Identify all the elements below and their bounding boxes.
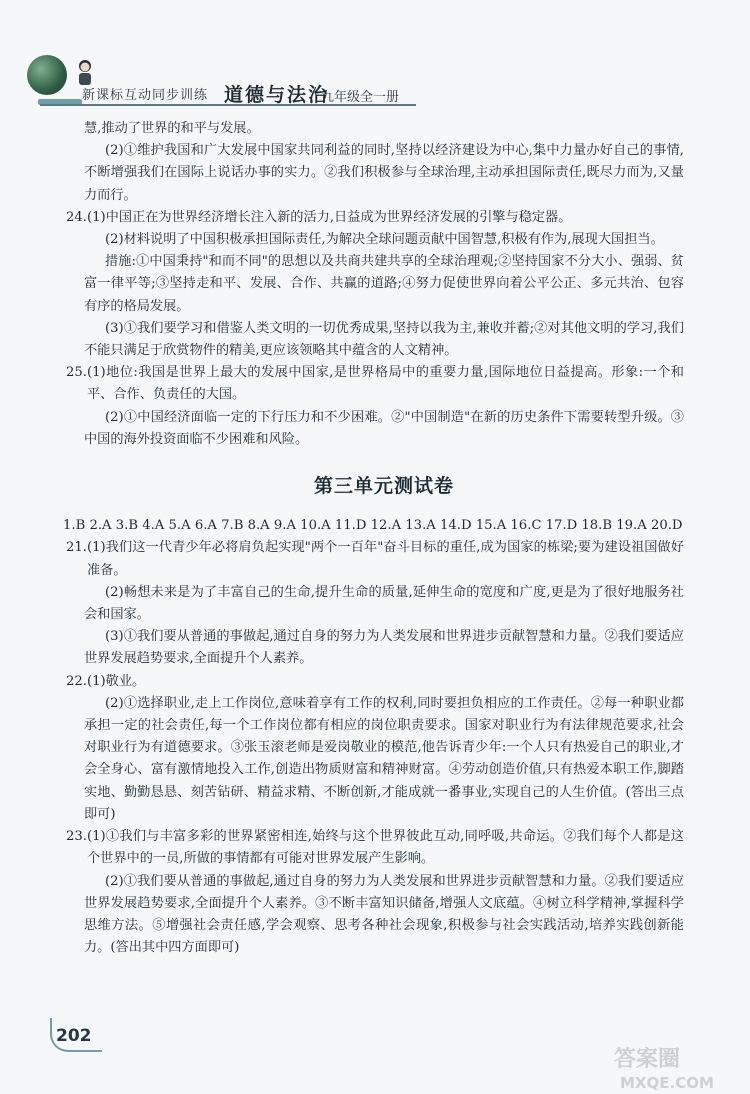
question-paragraph: 22.(1)敬业。: [66, 673, 146, 689]
paragraph: (2)①中国经济面临一定的下行压力和不少困难。②"中国制造"在新的历史条件下需要转型升级。③中国的海外投资面临不少困难和风险。: [84, 409, 684, 447]
paragraph: (2)①选择职业,走上工作岗位,意味着享有工作的权利,同时要担负相应的工作责任。②每一种职业都承担一定的社会责任,每一个工作岗位都有相应的岗位职责要求。国家对职业行为有法律规范要求,社会对职业行为有道德要求。③张玉滚老师是爱岗敬业的模范,他告诉青少年:一个人只有热爱自己的职业,才会全身心、富有激情地投入工作,创造出物质财富和精神财富。④劳动创造价值,只有热爱本职工作,脚踏实地、勤勤恳恳、刻苦钻研、精益求精、不断创新,才能成就一番事业,实现自己的人生价值。(答出三点即可): [84, 695, 684, 822]
choice-answers: 1.B 2.A 3.B 4.A 5.A 6.A 7.B 8.A 9.A 10.A 11.D 12.A 13.A 14.D 15.A 16.C 17.D 18.B 19.A 20.D: [63, 518, 683, 534]
question-paragraph: 24.(1)中国正在为世界经济增长注入新的活力,日益成为世界经济发展的引擎与稳定器。: [66, 209, 572, 225]
paragraph: (3)①我们要学习和借鉴人类文明的一切优秀成果,坚持以我为主,兼收并蓄;②对其他文明的学习,我们不能只满足于欣赏物件的精美,更应该领略其中蕴含的人文精神。: [84, 320, 684, 359]
svg-text:答案圈: 答案圈: [614, 1047, 681, 1072]
question-paragraph: 21.(1)我们这一代青少年必将肩负起实现"两个一百年"奋斗目标的重任,成为国家的栋梁;要为建设祖国做好准备。: [66, 540, 684, 578]
paragraph: (3)①我们要从普通的事做起,通过自身的努力为人类发展和世界进步贡献智慧和力量。②我们要适应世界发展趋势要求,全面提升个人素养。: [84, 629, 684, 667]
grade-label: 九年级全一册: [321, 90, 400, 105]
globe-logo-icon: [27, 55, 67, 95]
svg-text:MXQE.COM: MXQE.COM: [620, 1074, 714, 1092]
watermark-logo: [610, 1040, 740, 1094]
page-number: 202: [56, 1026, 92, 1046]
paragraph: (2)畅想未来是为了丰富自己的生命,提升生命的质量,延伸生命的宽度和广度,更是为了很好地服务社会和国家。: [84, 584, 684, 623]
paragraph: (2)①维护我国和广大发展中国家共同利益的同时,坚持以经济建设为中心,集中力量办好自己的事情,不断增强我们在国际上说话办事的实力。②我们积极参与全球治理,主动承担国际责任,既尽力而为,又量力而行。: [84, 143, 684, 203]
series-title: 新课标互动同步训练: [82, 88, 209, 103]
book-title: 道德与法治: [224, 84, 330, 106]
section-title: 第三单元测试卷: [313, 475, 454, 498]
paragraph: 慧,推动了世界的和平与发展。: [84, 121, 260, 136]
paragraph: 措施:①中国秉持"和而不同"的思想以及共商共建共享的全球治理观;②坚持国家不分大小、强弱、贫富一律平等;③坚持走和平、发展、合作、共赢的道路;④努力促使世界向着公平公正、多元共治、包容有序的格局发展。: [84, 254, 684, 314]
page-header: [0, 0, 750, 120]
question-paragraph: 25.(1)地位:我国是世界上最大的发展中国家,是世界格局中的重要力量,国际地位日益提高。形象:一个和平、合作、负责任的大国。: [66, 365, 684, 403]
question-paragraph: 23.(1)①我们与丰富多彩的世界紧密相连,始终与这个世界彼此互动,同呼吸,共命运。②我们每个人都是这个世界中的一员,所做的事情都有可能对世界发展产生影响。: [66, 829, 684, 867]
answer-content: [63, 118, 684, 959]
paragraph: (2)材料说明了中国积极承担国际责任,为解决全球问题贡献中国智慧,积极有作为,展现大国担当。: [105, 232, 664, 248]
paragraph: (2)①我们要从普通的事做起,通过自身的努力为人类发展和世界进步贡献智慧和力量。②我们要适应世界发展趋势要求,全面提升个人素养。③不断丰富知识储备,增强人文底蕴。④树立科学精神,掌握科学思维方法。⑤增强社会责任感,学会观察、思考各种社会现象,积极参与社会实践活动,培养实践创新能力。(答出其中四方面即可): [84, 873, 684, 956]
